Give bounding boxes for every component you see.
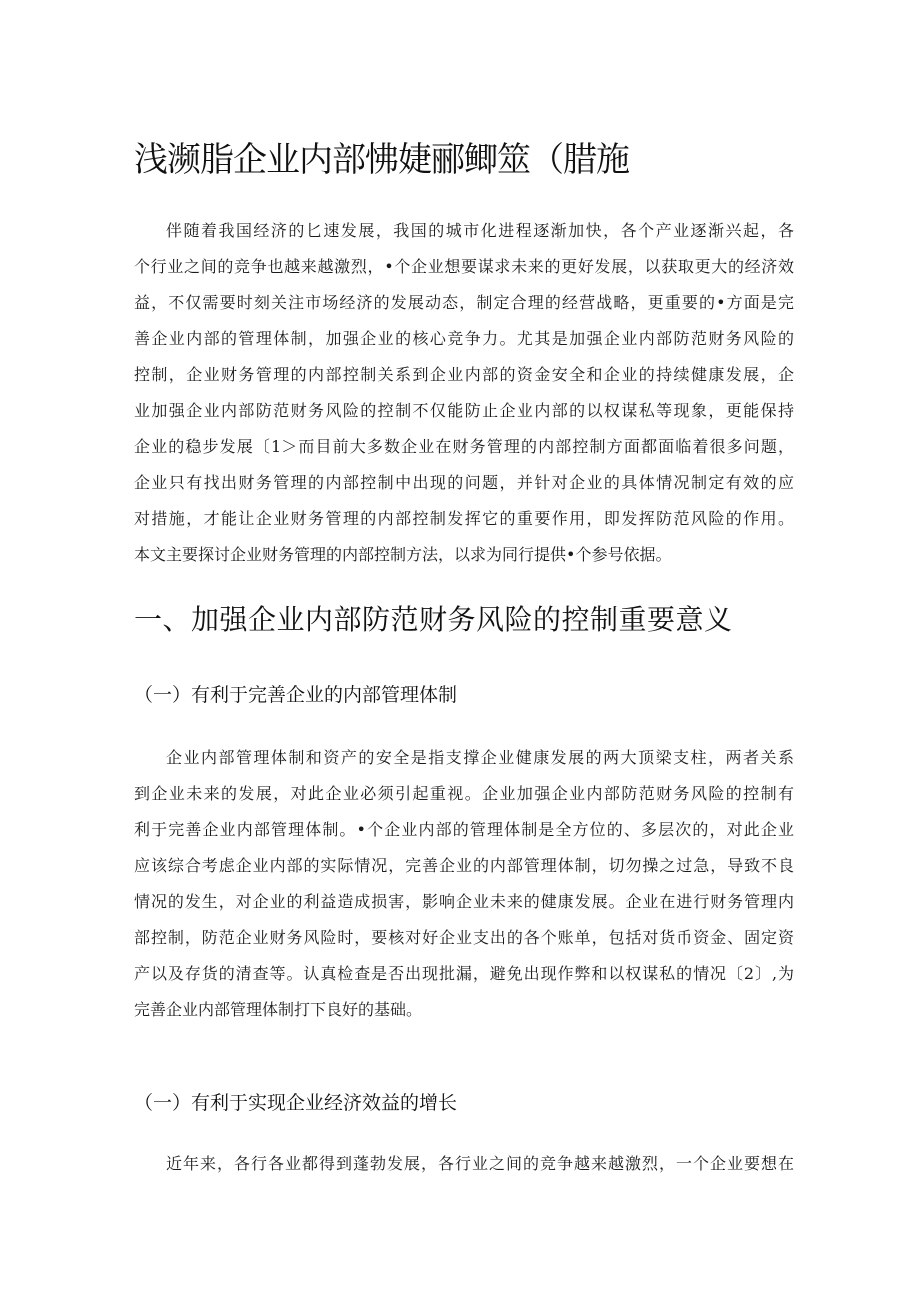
body-line: 产以及存货的清查等。认真检查是否出现批漏，避免出现作弊和以权谋私的情况〔2〕,为 bbox=[134, 964, 794, 983]
intro-line: 企业的稳步发展〔1＞而目前大多数企业在财务管理的内部控制方面都面临着很多问题， bbox=[134, 437, 794, 456]
section-heading: 一、加强企业内部防范财务风险的控制重要意义 bbox=[134, 603, 733, 636]
intro-line: 善企业内部的管理体制，加强企业的核心竞争力。尤其是加强企业内部防范财务风险的 bbox=[134, 329, 794, 348]
intro-line: 本文主要探讨企业财务管理的内部控制方法，以求为同行提供•个参号依据。 bbox=[134, 545, 672, 564]
body-line: 企业内部管理体制和资产的安全是指支撑企业健康发展的两大顶梁支柱，两者关系 bbox=[166, 748, 794, 767]
body-line: 到企业未来的发展，对此企业必须引起重视。企业加强企业内部防范财务风险的控制有 bbox=[134, 784, 794, 803]
body-line: 利于完善企业内部管理体制。•个企业内部的管理体制是全方位的、多层次的，对此企业 bbox=[134, 820, 794, 839]
body-line: 情况的发生，对企业的利益造成损害，影响企业未来的健康发展。企业在进行财务管理内 bbox=[134, 892, 794, 911]
intro-line: 企业只有找出财务管理的内部控制中出现的问题，并针对企业的具体情况制定有效的应 bbox=[134, 473, 794, 492]
subsection-heading: （一）有利于实现企业经济效益的增长 bbox=[134, 1092, 458, 1114]
body-line: 部控制，防范企业财务风险时，要核对好企业支出的各个账单，包括对货币资金、固定资 bbox=[134, 928, 794, 947]
body-line: 完善企业内部管理体制打下良好的基础。 bbox=[134, 1000, 423, 1019]
subsection-heading: （一）有利于完善企业的内部管理体制 bbox=[134, 684, 458, 706]
body-line: 近年来，各行各业都得到蓬勃发展，各行业之间的竞争越来越激烈，一个企业要想在 bbox=[166, 1154, 794, 1173]
intro-line: 个行业之间的竞争也越来越激烈，•个企业想要谋求未来的更好发展，以获取更大的经济效 bbox=[134, 257, 794, 276]
intro-line: 业加强企业内部防范财务风险的控制不仅能防止企业内部的以权谋私等现象，更能保持 bbox=[134, 401, 794, 420]
intro-line: 益，不仅需要时刻关注市场经济的发展动态，制定合理的经营战略，更重要的•方面是完 bbox=[134, 293, 794, 312]
subsection-paragraph bbox=[134, 740, 794, 1028]
intro-line: 控制，企业财务管理的内部控制关系到企业内部的资金安全和企业的持续健康发展，企 bbox=[134, 365, 794, 384]
intro-line: 对措施，才能让企业财务管理的内部控制发挥它的重要作用，即发挥防范风险的作用。 bbox=[134, 509, 794, 528]
intro-line: 伴随着我国经济的匕速发展，我国的城市化进程逐渐加快，各个产业逐渐兴起，各 bbox=[166, 221, 794, 240]
document-title: 浅濒脂企业内部怫婕郦鲫筮（腊施 bbox=[134, 140, 629, 180]
intro-paragraph bbox=[134, 213, 794, 573]
subsection-paragraph bbox=[134, 1146, 794, 1182]
body-line: 应该综合考虑企业内部的实际情况，完善企业的内部管理体制，切勿操之过急，导致不良 bbox=[134, 856, 794, 875]
